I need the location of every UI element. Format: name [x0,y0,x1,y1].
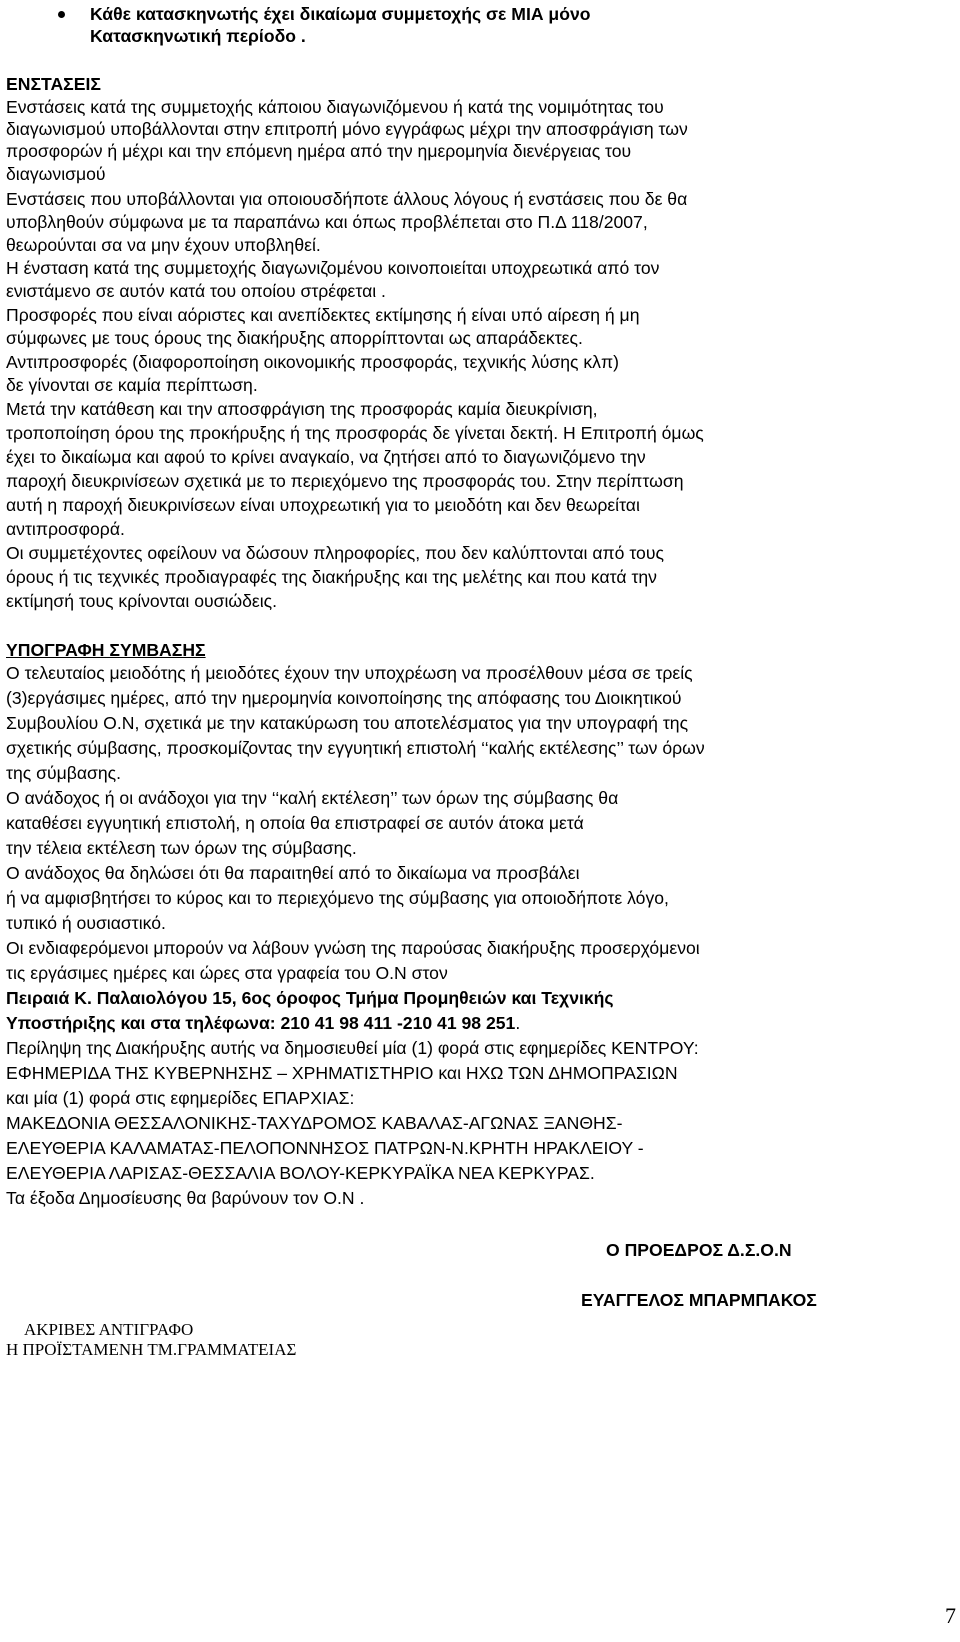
paragraph-line: σύμφωνες με τους όρους της διακήρυξης απορρίπτονται ως απαράδεκτες. [6,328,583,348]
paragraph-line: τις εργάσιμες ημέρες και ώρες στα γραφεία του Ο.Ν στον [6,963,448,983]
paragraph-line: υποβληθούν σύμφωνα με τα παραπάνω και όπως προβλέπεται στο Π.Δ 118/2007, [6,212,648,232]
paragraph-line: έχει το δικαίωμα και αφού το κρίνει αναγκαίο, να ζητήσει από το διαγωνιζόμενο την [6,447,646,467]
address-line-wrap [6,1012,520,1034]
paragraph-line: Μετά την κατάθεση και την αποσφράγιση της προσφοράς καμία διευκρίνιση, [6,399,598,419]
paragraph-line: προσφορών ή μέχρι και την επόμενη ημέρα από την ημερομηνία διενέργειας του [6,141,632,161]
paragraph-line: ΕΛΕΥΘΕΡΙΑ ΛΑΡΙΣΑΣ-ΘΕΣΣΑΛΙΑ ΒΟΛΟΥ-ΚΕΡΚΥΡΑΪΚΑ ΝΕΑ ΚΕΡΚΥΡΑΣ. [6,1163,595,1183]
paragraph-line: Ο ανάδοχος θα δηλώσει ότι θα παραιτηθεί από το δικαίωμα να προσβάλει [6,863,580,883]
paragraph-line: Ο τελευταίος μειοδότης ή μειοδότες έχουν την υποχρέωση να προσέλθουν μέσα σε τρείς [6,663,693,683]
paragraph-line: Οι ενδιαφερόμενοι μπορούν να λάβουν γνώση της παρούσας διακήρυξης προσερχόμενοι [6,938,700,958]
address-line: Υποστήριξης και στα τηλέφωνα: 210 41 98 411 -210 41 98 251 [6,1013,516,1033]
paragraph-line: Ο ανάδοχος ή οι ανάδοχοι για την ‘‘καλή εκτέλεση’’ των όρων της σύμβασης θα [6,788,619,808]
paragraph-line: διαγωνισμού υποβάλλονται στην επιτροπή μόνο εγγράφως μέχρι την αποσφράγιση των [6,119,688,139]
paragraph-line: ΕΦΗΜΕΡΙΔΑ ΤΗΣ ΚΥΒΕΡΝΗΣΗΣ – ΧΡΗΜΑΤΙΣΤΗΡΙΟ και ΗΧΩ ΤΩΝ ΔΗΜΟΠΡΑΣΙΩΝ [6,1063,678,1083]
paragraph-line: της σύμβασης. [6,763,122,783]
paragraph-line: αντιπροσφορά. [6,519,125,539]
paragraph-line: δε γίνονται σε καμία περίπτωση. [6,375,258,395]
paragraph-line: Ενστάσεις κατά της συμμετοχής κάποιου διαγωνιζόμενου ή κατά της νομιμότητας του [6,97,664,117]
paragraph-line: διαγωνισμού [6,164,106,184]
address-period: . [515,1013,521,1033]
paragraph-line: (3)εργάσιμες ημέρες, από την ημερομηνία κοινοποίησης της απόφασης του Διοικητικού [6,688,682,708]
paragraph-line: και μία (1) φορά στις εφημερίδες ΕΠΑΡΧΙΑΣ: [6,1088,355,1108]
bullet-line: Κατασκηνωτική περίοδο . [90,26,306,46]
paragraph-line: ΕΛΕΥΘΕΡΙΑ ΚΑΛΑΜΑΤΑΣ-ΠΕΛΟΠΟΝΝΗΣΟΣ ΠΑΤΡΩΝ-Ν.ΚΡΗΤΗ ΗΡΑΚΛΕΙΟΥ - [6,1138,644,1158]
paragraph-line: θεωρούνται σα να μην έχουν υποβληθεί. [6,235,321,255]
paragraph-line: ενιστάμενο σε αυτόν κατά του οποίου στρέφεται . [6,281,386,301]
paragraph-line: αυτή η παροχή διευκρινίσεων είναι υποχρεωτική για το μειοδότη και δεν θεωρείται [6,495,640,515]
paragraph-line: την τέλεια εκτέλεση των όρων της σύμβασης. [6,838,357,858]
bullet-dot [58,11,65,18]
paragraph-line: σχετικής σύμβασης, προσκομίζοντας την εγγυητική επιστολή ‘‘καλής εκτέλεσης’’ των όρων [6,738,705,758]
address-line: Πειραιά Κ. Παλαιολόγου 15, 6ος όροφος Τμήμα Προμηθειών και Τεχνικής [6,988,614,1008]
signature-name: ΕΥΑΓΓΕΛΟΣ ΜΠΑΡΜΠΑΚΟΣ [581,1290,817,1310]
paragraph-line: παροχή διευκρινίσεων σχετικά με το περιεχόμενο της προσφοράς του. Στην περίπτωση [6,471,684,491]
head-of-secretariat-label: Η ΠΡΟΪΣΤΑΜΕΝΗ ΤΜ.ΓΡΑΜΜΑΤΕΙΑΣ [6,1340,297,1359]
paragraph-line: Προσφορές που είναι αόριστες και ανεπίδεκτες εκτίμησης ή είναι υπό αίρεση ή μη [6,305,640,325]
paragraph-line: ΜΑΚΕΔΟΝΙΑ ΘΕΣΣΑΛΟΝΙΚΗΣ-ΤΑΧΥΔΡΟΜΟΣ ΚΑΒΑΛΑΣ-ΑΓΩΝΑΣ ΞΑΝΘΗΣ- [6,1113,623,1133]
bullet-line: Κάθε κατασκηνωτής έχει δικαίωμα συμμετοχής σε ΜΙΑ μόνο [90,4,591,24]
paragraph-line: τυπικό ή ουσιαστικό. [6,913,166,933]
page-number: 7 [945,1603,956,1628]
paragraph-line: καταθέσει εγγυητική επιστολή, η οποία θα επιστραφεί σε αυτόν άτοκα μετά [6,813,584,833]
section-heading-objections: ΕΝΣΤΑΣΕΙΣ [6,74,101,94]
bullet-item [0,3,960,47]
signature-title: Ο ΠΡΟΕΔΡΟΣ Δ.Σ.Ο.Ν [606,1240,792,1260]
paragraph-line: Τα έξοδα Δημοσίευσης θα βαρύνουν τον Ο.Ν . [6,1188,365,1208]
paragraph-line: Η ένσταση κατά της συμμετοχής διαγωνιζομένου κοινοποιείται υποχρεωτικά από τον [6,258,660,278]
paragraph-line: όρους ή τις τεχνικές προδιαγραφές της διακήρυξης και της μελέτης και που κατά την [6,567,657,587]
section-heading-contract: ΥΠΟΓΡΑΦΗ ΣΥΜΒΑΣΗΣ [6,640,206,660]
paragraph-line: Αντιπροσφορές (διαφοροποίηση οικονομικής προσφοράς, τεχνικής λύσης κλπ) [6,352,619,372]
certified-copy-label: ΑΚΡΙΒΕΣ ΑΝΤΙΓΡΑΦΟ [24,1320,194,1339]
paragraph-line: Συμβουλίου Ο.Ν, σχετικά με την κατακύρωση του αποτελέσματος για την υπογραφή της [6,713,689,733]
paragraph-line: τροποποίηση όρου της προκήρυξης ή της προσφοράς δε γίνεται δεκτή. Η Επιτροπή όμως [6,423,704,443]
paragraph-line: Περίληψη της Διακήρυξης αυτής να δημοσιευθεί μία (1) φορά στις εφημερίδες ΚΕΝΤΡΟΥ: [6,1038,699,1058]
paragraph-line: Οι συμμετέχοντες οφείλουν να δώσουν πληροφορίες, που δεν καλύπτονται από τους [6,543,664,563]
paragraph-line: Ενστάσεις που υποβάλλονται για οποιουσδήποτε άλλους λόγους ή ενστάσεις που δε θα [6,189,688,209]
paragraph-line: ή να αμφισβητήσει το κύρος και το περιεχόμενο της σύμβασης για οποιοδήποτε λόγο, [6,888,669,908]
paragraph-line: εκτίμησή τους κρίνονται ουσιώδεις. [6,591,278,611]
